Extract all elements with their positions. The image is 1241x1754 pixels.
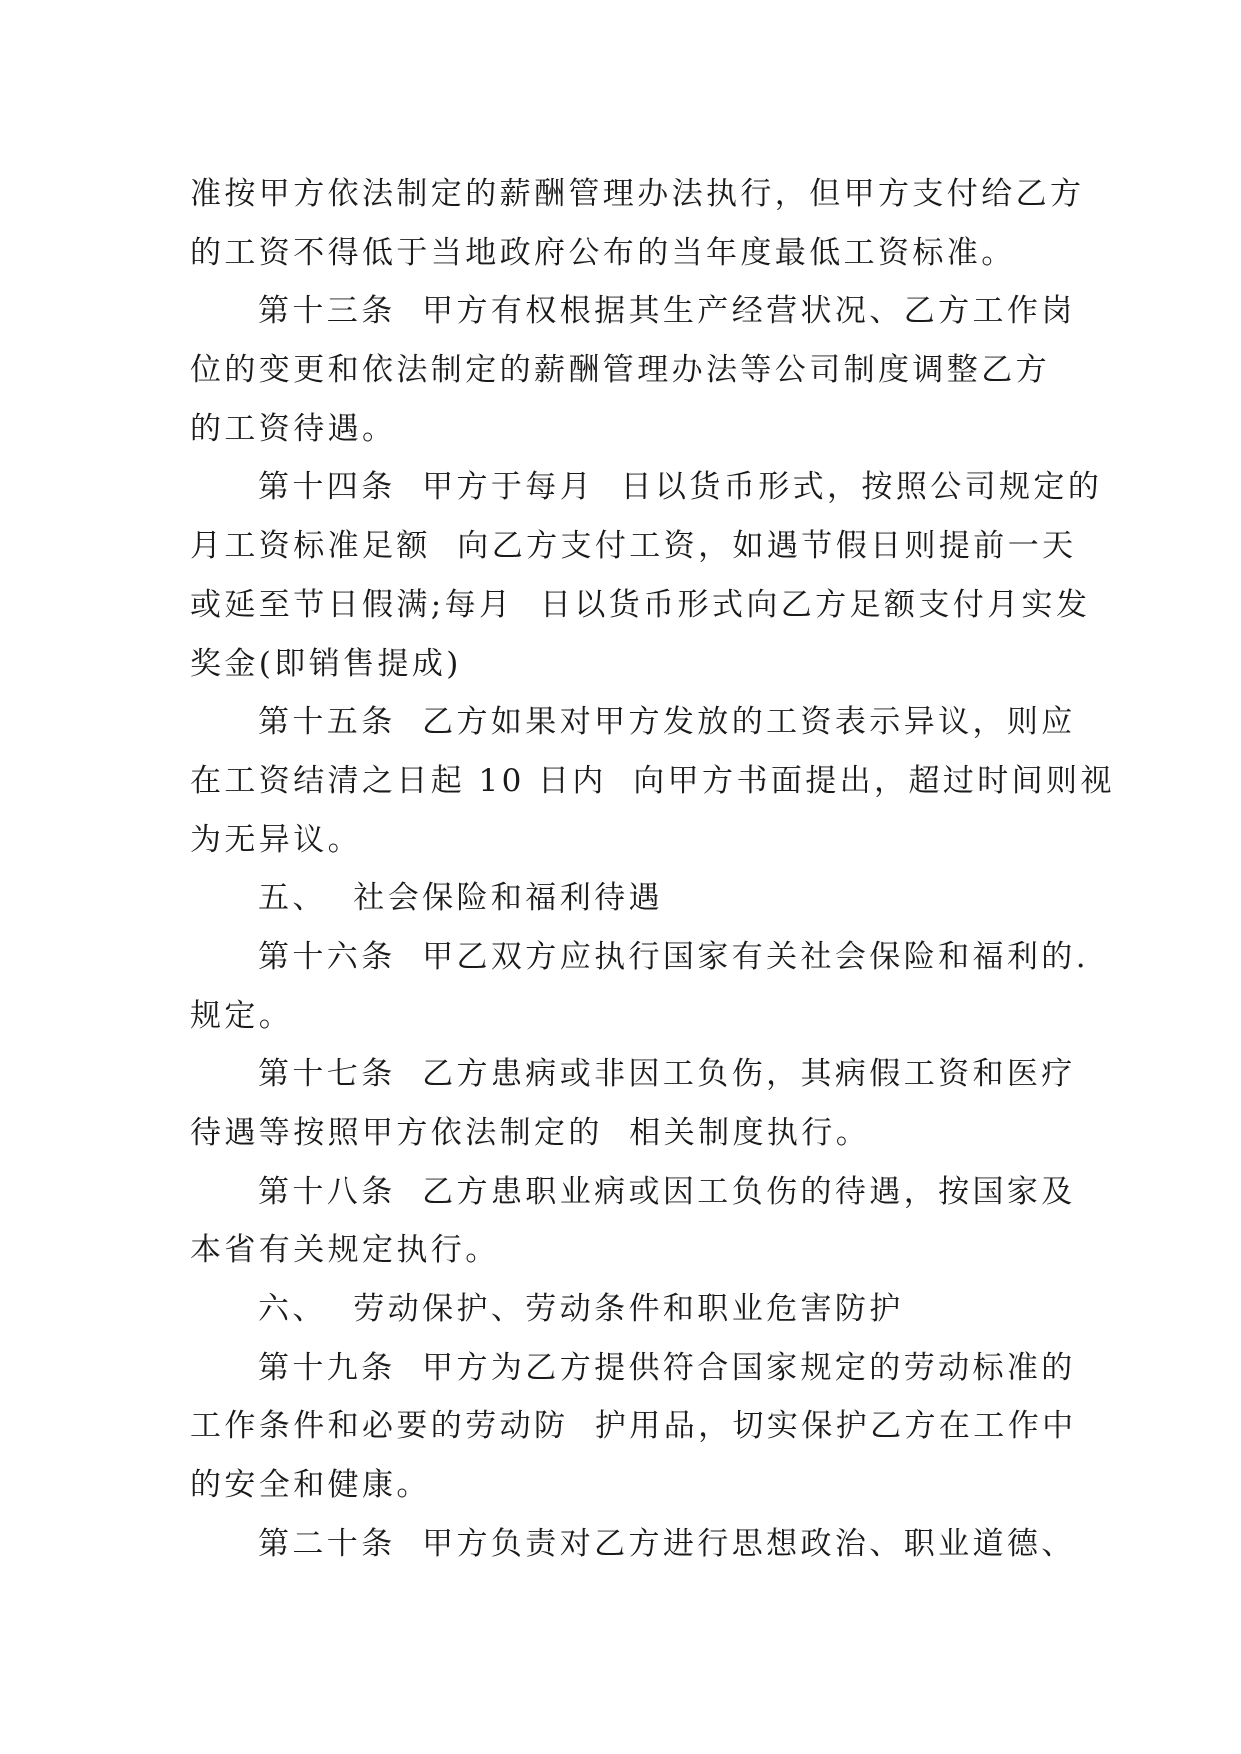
text-line: 的工资不得低于当地政府公布的当年度最低工资标准。 — [190, 234, 1016, 271]
text-line: 位的变更和依法制定的薪酬管理办法等公司制度调整乙方 — [190, 352, 1050, 389]
section-heading: 五、 社会保险和福利待遇 — [258, 880, 663, 917]
text-line: 本省有关规定执行。 — [190, 1232, 500, 1269]
text-line: 待遇等按照甲方依法制定的 相关制度执行。 — [190, 1115, 871, 1151]
document-body — [190, 165, 1115, 1574]
text-line: 的安全和健康。 — [190, 1467, 431, 1504]
text-line: 月工资标准足额 向乙方支付工资，如遇节假日则提前一天 — [190, 528, 1077, 565]
text-line: 第十八条 乙方患职业病或因工负伤的待遇，按国家及 — [258, 1173, 1076, 1210]
text-line: 第二十条 甲方负责对乙方进行思想政治、职业道德、 — [258, 1525, 1076, 1562]
text-line: 为无异议。 — [190, 821, 362, 858]
text-line: 规定。 — [190, 997, 294, 1034]
text-line: 在工资结清之日起 10 日内 向甲方书面提出，超过时间则视 — [190, 762, 1115, 799]
text-line: 第十七条 乙方患病或非因工负伤，其病假工资和医疗 — [258, 1056, 1076, 1093]
text-line: 奖金(即销售提成) — [190, 645, 462, 682]
text-line: 第十三条 甲方有权根据其生产经营状况、乙方工作岗 — [258, 293, 1076, 330]
text-line: 工作条件和必要的劳动防 护用品，切实保护乙方在工作中 — [190, 1408, 1077, 1445]
text-line: 第十五条 乙方如果对甲方发放的工资表示异议，则应 — [258, 704, 1076, 741]
text-line: 的工资待遇。 — [190, 410, 397, 447]
text-line: 或延至节日假满;每月 日以货币形式向乙方足额支付月实发 — [190, 586, 1091, 623]
text-line: 准按甲方依法制定的薪酬管理办法执行，但甲方支付给乙方 — [190, 176, 1085, 212]
text-line: 第十九条 甲方为乙方提供符合国家规定的劳动标准的 — [258, 1349, 1076, 1386]
section-heading: 六、 劳动保护、劳动条件和职业危害防护 — [258, 1291, 904, 1328]
text-line: 第十六条 甲乙双方应执行国家有关社会保险和福利的. — [258, 938, 1089, 975]
text-line: 第十四条 甲方于每月 日以货币形式，按照公司规定的 — [258, 469, 1103, 506]
